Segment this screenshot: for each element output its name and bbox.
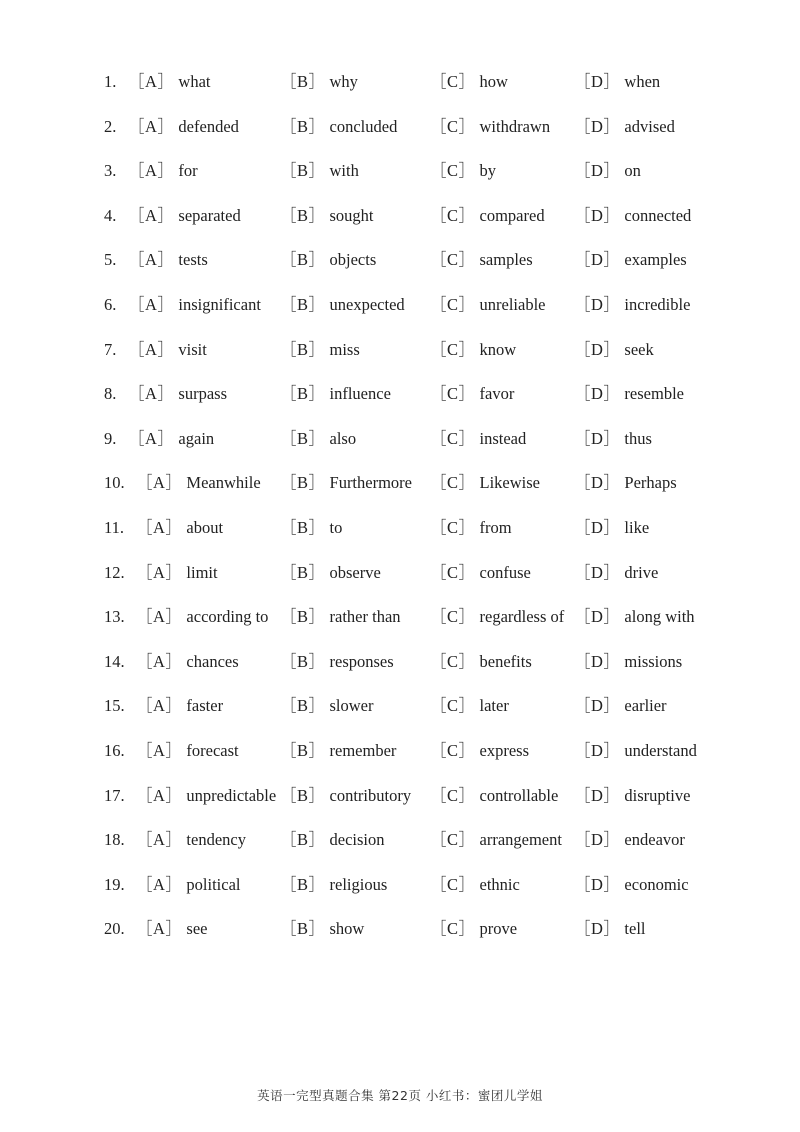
option-d — [574, 739, 697, 763]
page-footer: 英语一完型真题合集 第22页 小红书：蜜团儿学姐 — [257, 1088, 543, 1103]
option-text: unexpected — [329, 294, 405, 314]
option-c — [430, 873, 520, 897]
option-letter: ［D］ — [574, 161, 621, 181]
option-b — [280, 828, 385, 852]
question-number: 15. — [104, 696, 125, 716]
question-number: 18. — [104, 830, 125, 850]
option-b — [280, 784, 411, 808]
option-letter: ［D］ — [574, 294, 621, 314]
option-a — [128, 248, 208, 272]
option-text: regardless of — [479, 607, 565, 627]
option-letter: ［B］ — [280, 294, 326, 314]
question-number: 6. — [104, 294, 117, 314]
option-letter: ［C］ — [430, 919, 476, 939]
question-number: 20. — [104, 919, 125, 939]
option-text: thus — [624, 428, 652, 448]
option-text: decision — [329, 830, 385, 850]
option-b — [280, 70, 358, 94]
option-c — [430, 427, 526, 451]
option-b — [280, 382, 391, 406]
question-row — [104, 516, 724, 561]
option-letter: ［B］ — [280, 651, 326, 671]
option-letter: ［B］ — [280, 830, 326, 850]
option-a — [128, 427, 214, 451]
question-row — [104, 70, 724, 115]
option-text: remember — [329, 740, 397, 760]
option-letter: ［D］ — [574, 919, 621, 939]
option-d — [574, 382, 684, 406]
option-text: seek — [624, 339, 654, 359]
question-row — [104, 694, 724, 739]
question-number: 10. — [104, 473, 125, 493]
option-letter: ［B］ — [280, 384, 326, 404]
option-text: separated — [178, 205, 241, 225]
option-letter: ［D］ — [574, 607, 621, 627]
option-b — [280, 248, 376, 272]
option-text: defended — [178, 116, 239, 136]
option-letter: ［A］ — [128, 250, 175, 270]
option-c — [430, 650, 532, 674]
option-letter: ［A］ — [128, 116, 175, 136]
option-text: to — [329, 517, 343, 537]
question-number: 9. — [104, 428, 117, 448]
option-letter: ［C］ — [430, 874, 476, 894]
option-a — [128, 115, 239, 139]
option-letter: ［B］ — [280, 562, 326, 582]
option-text: Meanwhile — [186, 473, 261, 493]
question-row — [104, 739, 724, 784]
option-letter: ［D］ — [574, 874, 621, 894]
option-text: tell — [624, 919, 646, 939]
option-d — [574, 561, 658, 585]
option-text: benefits — [479, 651, 532, 671]
option-letter: ［C］ — [430, 116, 476, 136]
option-letter: ［C］ — [430, 830, 476, 850]
option-letter: ［C］ — [430, 696, 476, 716]
option-text: tests — [178, 250, 208, 270]
option-letter: ［D］ — [574, 830, 621, 850]
option-a — [128, 293, 261, 317]
option-letter: ［B］ — [280, 473, 326, 493]
option-text: faster — [186, 696, 224, 716]
option-text: according to — [186, 607, 269, 627]
question-row — [104, 561, 724, 606]
option-c — [430, 516, 512, 540]
option-text: responses — [329, 651, 394, 671]
option-text: missions — [624, 651, 683, 671]
option-c — [430, 605, 564, 629]
option-text: Perhaps — [624, 473, 677, 493]
option-b — [280, 561, 381, 585]
option-letter: ［B］ — [280, 517, 326, 537]
option-text: Likewise — [479, 473, 540, 493]
option-text: express — [479, 740, 529, 760]
option-d — [574, 471, 677, 495]
option-letter: ［B］ — [280, 428, 326, 448]
option-letter: ［C］ — [430, 785, 476, 805]
option-text: contributory — [329, 785, 412, 805]
question-row — [104, 159, 724, 204]
option-text: religious — [329, 874, 388, 894]
option-a — [136, 694, 223, 718]
option-a — [136, 516, 223, 540]
option-letter: ［A］ — [136, 919, 183, 939]
question-row — [104, 605, 724, 650]
option-text: tendency — [186, 830, 246, 850]
option-a — [128, 70, 211, 94]
option-letter: ［B］ — [280, 874, 326, 894]
option-letter: ［B］ — [280, 205, 326, 225]
option-text: Furthermore — [329, 473, 412, 493]
question-number: 16. — [104, 740, 125, 760]
option-d — [574, 159, 641, 183]
option-letter: ［D］ — [574, 428, 621, 448]
option-text: show — [329, 919, 365, 939]
option-b — [280, 650, 394, 674]
option-d — [574, 293, 690, 317]
option-text: withdrawn — [479, 116, 551, 136]
option-text: surpass — [178, 384, 228, 404]
option-letter: ［C］ — [430, 562, 476, 582]
option-text: from — [479, 517, 512, 537]
option-a — [128, 159, 198, 183]
option-text: miss — [329, 339, 360, 359]
option-letter: ［A］ — [136, 696, 183, 716]
option-a — [136, 561, 218, 585]
option-c — [430, 917, 517, 941]
option-letter: ［D］ — [574, 696, 621, 716]
question-number: 1. — [104, 72, 117, 91]
question-number: 12. — [104, 562, 125, 582]
option-letter: ［C］ — [430, 294, 476, 314]
option-d — [574, 694, 667, 718]
option-b — [280, 427, 356, 451]
option-text: insignificant — [178, 294, 261, 314]
question-number: 5. — [104, 250, 117, 270]
option-letter: ［D］ — [574, 473, 621, 493]
option-text: visit — [178, 339, 207, 359]
option-text: also — [329, 428, 357, 448]
option-b — [280, 739, 396, 763]
option-letter: ［C］ — [430, 651, 476, 671]
option-text: concluded — [329, 116, 398, 136]
option-c — [430, 70, 508, 94]
option-c — [430, 739, 529, 763]
option-letter: ［D］ — [574, 562, 621, 582]
option-text: compared — [479, 205, 545, 225]
option-c — [430, 382, 514, 406]
option-text: samples — [479, 250, 533, 270]
option-letter: ［B］ — [280, 919, 326, 939]
option-letter: ［A］ — [128, 384, 175, 404]
question-row — [104, 293, 724, 338]
option-d — [574, 248, 687, 272]
option-d — [574, 828, 685, 852]
option-d — [574, 516, 649, 540]
option-d — [574, 784, 690, 808]
option-text: unpredictable — [186, 785, 277, 805]
question-row — [104, 650, 724, 695]
option-letter: ［D］ — [574, 250, 621, 270]
option-text: arrangement — [479, 830, 562, 850]
option-letter: ［B］ — [280, 607, 326, 627]
option-text: drive — [624, 562, 659, 582]
option-letter: ［D］ — [574, 72, 621, 91]
option-letter: ［D］ — [574, 384, 621, 404]
option-letter: ［B］ — [280, 116, 326, 136]
option-c — [430, 159, 496, 183]
option-letter: ［A］ — [128, 294, 175, 314]
option-text: advised — [624, 116, 675, 136]
option-c — [430, 471, 540, 495]
option-letter: ［D］ — [574, 116, 621, 136]
option-text: instead — [479, 428, 527, 448]
option-letter: ［D］ — [574, 517, 621, 537]
option-d — [574, 917, 646, 941]
option-b — [280, 204, 374, 228]
question-row — [104, 427, 724, 472]
option-text: for — [178, 161, 198, 181]
option-text: disruptive — [624, 785, 691, 805]
question-row — [104, 204, 724, 249]
option-letter: ［A］ — [136, 473, 183, 493]
option-text: what — [178, 72, 211, 91]
options-list — [104, 70, 724, 962]
question-row — [104, 784, 724, 829]
option-text: later — [479, 696, 509, 716]
option-letter: ［C］ — [430, 428, 476, 448]
option-a — [136, 917, 208, 941]
option-a — [136, 873, 241, 897]
option-letter: ［C］ — [430, 473, 476, 493]
option-a — [136, 605, 268, 629]
option-text: chances — [186, 651, 239, 671]
option-text: limit — [186, 562, 218, 582]
option-text: earlier — [624, 696, 667, 716]
option-letter: ［A］ — [128, 205, 175, 225]
option-text: resemble — [624, 384, 684, 404]
question-number: 4. — [104, 205, 117, 225]
option-a — [128, 382, 227, 406]
option-text: examples — [624, 250, 687, 270]
option-text: political — [186, 874, 241, 894]
option-text: along with — [624, 607, 695, 627]
question-row — [104, 248, 724, 293]
option-text: observe — [329, 562, 381, 582]
option-letter: ［C］ — [430, 740, 476, 760]
question-row — [104, 471, 724, 516]
option-letter: ［B］ — [280, 72, 326, 91]
option-letter: ［A］ — [136, 830, 183, 850]
question-row — [104, 873, 724, 918]
option-a — [128, 338, 207, 362]
option-letter: ［C］ — [430, 607, 476, 627]
option-a — [136, 471, 261, 495]
option-text: by — [479, 161, 497, 181]
option-text: endeavor — [624, 830, 685, 850]
option-text: when — [624, 72, 661, 91]
option-text: rather than — [329, 607, 401, 627]
option-letter: ［B］ — [280, 250, 326, 270]
question-number: 19. — [104, 874, 125, 894]
option-d — [574, 204, 691, 228]
option-letter: ［D］ — [574, 740, 621, 760]
option-text: slower — [329, 696, 374, 716]
option-c — [430, 784, 558, 808]
option-letter: ［D］ — [574, 785, 621, 805]
option-letter: ［B］ — [280, 696, 326, 716]
option-letter: ［A］ — [136, 517, 183, 537]
option-text: again — [178, 428, 215, 448]
option-b — [280, 873, 387, 897]
option-c — [430, 561, 531, 585]
option-c — [430, 293, 545, 317]
option-b — [280, 516, 342, 540]
option-c — [430, 115, 550, 139]
question-row — [104, 382, 724, 427]
option-a — [136, 828, 246, 852]
option-text: ethnic — [479, 874, 520, 894]
option-text: why — [329, 72, 358, 91]
option-text: like — [624, 517, 650, 537]
option-letter: ［C］ — [430, 161, 476, 181]
option-d — [574, 873, 689, 897]
option-d — [574, 605, 695, 629]
option-letter: ［A］ — [128, 428, 175, 448]
option-text: know — [479, 339, 517, 359]
option-text: economic — [624, 874, 689, 894]
question-number: 2. — [104, 116, 117, 136]
option-text: sought — [329, 205, 374, 225]
option-letter: ［A］ — [128, 161, 175, 181]
option-text: understand — [624, 740, 697, 760]
option-letter: ［C］ — [430, 250, 476, 270]
option-letter: ［A］ — [128, 72, 175, 91]
option-letter: ［A］ — [128, 339, 175, 359]
option-text: influence — [329, 384, 391, 404]
option-text: on — [624, 161, 641, 181]
question-row — [104, 115, 724, 160]
option-letter: ［D］ — [574, 339, 621, 359]
question-number: 3. — [104, 161, 117, 181]
option-a — [136, 650, 239, 674]
option-text: unreliable — [479, 294, 546, 314]
option-text: controllable — [479, 785, 559, 805]
option-c — [430, 338, 516, 362]
question-row — [104, 338, 724, 383]
option-letter: ［A］ — [136, 785, 183, 805]
option-text: see — [186, 919, 208, 939]
option-letter: ［A］ — [136, 651, 183, 671]
option-text: favor — [479, 384, 515, 404]
option-c — [430, 248, 533, 272]
option-b — [280, 605, 401, 629]
option-d — [574, 70, 660, 94]
question-number: 13. — [104, 607, 125, 627]
option-b — [280, 471, 412, 495]
option-text: prove — [479, 919, 518, 939]
option-c — [430, 694, 509, 718]
option-letter: ［A］ — [136, 874, 183, 894]
option-text: objects — [329, 250, 377, 270]
option-c — [430, 204, 545, 228]
option-d — [574, 115, 675, 139]
option-text: connected — [624, 205, 692, 225]
option-b — [280, 159, 359, 183]
option-b — [280, 338, 360, 362]
option-letter: ［B］ — [280, 740, 326, 760]
option-letter: ［A］ — [136, 562, 183, 582]
option-letter: ［B］ — [280, 785, 326, 805]
option-letter: ［C］ — [430, 517, 476, 537]
option-a — [128, 204, 241, 228]
option-letter: ［B］ — [280, 161, 326, 181]
option-letter: ［A］ — [136, 607, 183, 627]
question-number: 8. — [104, 384, 117, 404]
option-b — [280, 694, 374, 718]
option-text: forecast — [186, 740, 239, 760]
question-number: 7. — [104, 339, 117, 359]
option-text: how — [479, 72, 508, 91]
option-letter: ［B］ — [280, 339, 326, 359]
question-number: 11. — [104, 517, 125, 537]
option-d — [574, 650, 682, 674]
option-letter: ［C］ — [430, 384, 476, 404]
option-letter: ［D］ — [574, 205, 621, 225]
option-b — [280, 917, 364, 941]
option-text: incredible — [624, 294, 691, 314]
option-a — [136, 739, 239, 763]
option-text: with — [329, 161, 359, 181]
option-text: about — [186, 517, 224, 537]
option-d — [574, 338, 654, 362]
option-b — [280, 293, 405, 317]
option-letter: ［D］ — [574, 651, 621, 671]
option-letter: ［C］ — [430, 205, 476, 225]
option-b — [280, 115, 397, 139]
question-number: 14. — [104, 651, 125, 671]
option-letter: ［C］ — [430, 72, 476, 91]
question-row — [104, 828, 724, 873]
option-d — [574, 427, 652, 451]
option-a — [136, 784, 276, 808]
option-letter: ［A］ — [136, 740, 183, 760]
question-row — [104, 917, 724, 962]
option-c — [430, 828, 562, 852]
option-letter: ［C］ — [430, 339, 476, 359]
option-text: confuse — [479, 562, 531, 582]
question-number: 17. — [104, 785, 125, 805]
